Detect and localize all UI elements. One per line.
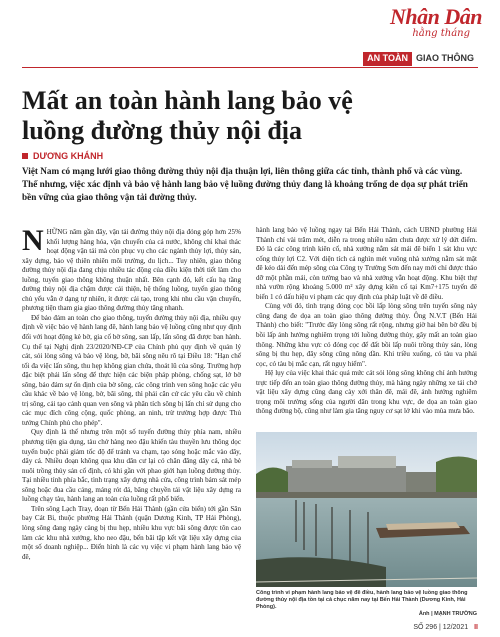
section-divider [22,67,478,68]
issue-info: SỐ 296 | 12/2021 [413,624,469,631]
body-paragraph: hành lang bảo vệ luồng ngay tại Bến Hải Thành, cách UBND phường Hải Thành chỉ vài trăm mét, diễn ra trong nhiều năm chưa được xử lý dứt điểm. Đó là các công trình kiên cố, nhà xưởng nằm sát mái đê biển 1 sát khu vực cống thủy lợi C2. Với diện tích cả nghìn mét vuông nhà xưởng nằm sát mặt đê kéo dài đến mép sông của Công ty Trường Sơn đến nay mới chỉ được tháo dỡ một phần mái, còn tường bao và nhà xưởng vẫn hoạt động. Khu biệt thự nhà vườn rộng khoảng 5.000 m² xây dựng kiên cố tại Km7+175 tuyến đê biển 1 có dấu hiệu vi phạm các quy định của pháp luật về đê điều. [256,226,477,301]
body-paragraph: Để bảo đảm an toàn cho giao thông, tuyến đường thủy nội địa, nhiều quy định về việc bảo vệ hành lang đê, hành lang bảo vệ luồng cũng như quy định đối với hoạt động kè bờ, gia cố bờ sông, san lấp, lấn sông đã được ban hành. Cụ thể tại Nghị định 23/2020/NĐ-CP của Chính phủ quy định về quản lý cát, sỏi lòng sông và bảo vệ lòng, bờ, bãi sông nêu rõ tại Điều 18: "Hạn chế tối đa việc lấn sông, thu hẹp không gian chứa, thoát lũ của sông. Trường hợp đặc biệt phải lấn sông để thực hiện các biện pháp phòng, chống sạt, lở bờ sông, bảo đảm sự ổn định của bờ sông, các công trình ven sông hoặc các yêu cầu khác về bảo vệ lòng, bờ, bãi sông, thì phải căn cứ các yêu cầu về chỉnh trị sông, cải tạo cảnh quan ven sông và phân tích sông bị lấn chỉ sử dụng cho các mục đích công cộng, quốc phòng, an ninh, trừ trường hợp được Thủ tướng Chính phủ cho phép". [22,313,241,427]
masthead-brand: Nhân Dân [390,4,482,29]
drop-cap: N [22,224,44,257]
body-paragraph: HỮNG năm gần đây, vận tải đường thủy nội địa đóng góp hơn 25% khối lượng hàng hóa, vận chuyển của cả nước, không chỉ khai thác hoạt động vận tải mà còn phục vụ cho các ngành thủy lợi, thủy sản, xây dựng, bảo vệ thiên nhiên môi trường, du lịch... Tuy nhiên, giao thông đường thủy nội địa đang chịu nhiều tác động của điều kiện thời tiết làm cho luồng, tuyến giao thông không thuận nhất. Bên cạnh đó, kết cấu hạ tầng đường thủy nội địa chậm được cải thiện, hệ thống luồng, tuyến giao thông chủ yếu vẫn ở dạng tự nhiên, ít được cải tạo, trong khi nhu cầu vận chuyển, phương tiện tham gia giao thông đường thủy tăng nhanh. [22,228,241,313]
riverside-photo-illustration [256,432,477,587]
section-secondary: GIAO THÔNG [416,53,474,63]
article-title: Mất an toàn hành lang bảo vệ luồng đường thủy nội địa [22,86,353,145]
byline-square-icon [22,153,28,159]
body-paragraph: Quy định là thế nhưng trên một số tuyến đường thủy phía nam, nhiều phương tiện gia dụng, tàu chở hàng neo đậu khiến tàu thuyền lưu thông dọc tuyến buộc phải giảm tốc độ để tránh va chạm, tạo sóng hoặc mắc vào dây, dây cá. Nhiều đoạn không qua khu dân cư lại có chăn đăng dây cá, nhà bè nuôi trồng thủy sản cố định, có khi gần với phao giới hạn luồng đường thủy. Tại nhiều tỉnh phía bắc, tình trạng xây dựng nhà cửa, công trình bám sát mép sông hoặc đua cầu cảng, máng rót đá, bãng chuyền tải vật liệu xây dựng ra luồng chạy tàu, hành lang an toàn của luồng rất phổ biến. [22,428,241,504]
page-marker: II [474,624,478,631]
photo-credit: Ảnh | MẠNH TRƯỜNG [418,611,477,617]
body-column-right [256,226,477,417]
author-byline [22,151,103,161]
photo-caption [256,590,477,618]
masthead-subtitle: hằng tháng [412,28,470,39]
masthead-logo [372,4,482,46]
photo-caption-text: Công trình vi phạm hành lang bảo vệ đê điều, hành lang bảo vệ luồng giao thông đường thủy nội địa tồn tại cả chục năm nay tại Bến Hải Thành (Dương Kinh, Hải Phòng). [256,590,468,610]
body-paragraph: Cùng với đó, tình trạng đóng cọc bồi lấp lòng sông trên tuyến sông này cũng đang đe dọa an toàn giao thông đường thủy. Ông N.V.T (Bến Hải Thành) cho biết: "Trước đây lòng sông rất rộng, nhưng giờ hai bên bờ đều bị bồi lấp ảnh hưởng nghiêm trọng tới luồng đường thủy, gây mất an toàn giao thông. Những khu vực có đóng cọc để đất bồi lấp nuôi trồng thủy sản, lòng sông bị thu hẹp, đây sông cũng nông dần. Khi triều xuống, có tàu va phải cọc, có tàu bị mắc cạn, rất nguy hiểm". [256,302,477,368]
section-tag [363,52,478,66]
article-photo [256,432,477,587]
body-paragraph: Trên sông Lạch Tray, đoạn từ Bến Hải Thành (gần cửa biển) tới gần Sân bay Cát Bi, thuộc phường Hải Thành (quận Dương Kinh, TP Hải Phòng), lòng sông đang ngày càng bị thu hẹp, nhiều khu vực bãi sông được tôn cao làm các khu nhà xưởng, kho neo đậu, bến bãi tập kết vật liệu xây dựng của một số doanh nghiệp... Điển hình là các vụ việc vi phạm hành lang bảo vệ đê, [22,504,241,561]
section-primary: AN TOÀN [363,52,412,66]
article-lead: Việt Nam có mạng lưới giao thông đường thủy nội địa thuận lợi, liên thông giữa các tỉnh, thành phố và các vùng. Thế nhưng, việc xác định và bảo vệ hành lang bảo vệ luồng đường thủy đang là khoảng trống de dọa sự phát triển bền vững của giao thông vận tải đường thủy. [22,166,468,202]
body-column-left [22,224,241,562]
page-footer [413,624,478,631]
body-paragraph: Hệ lụy của việc khai thác quá mức cát sỏi lòng sông không chỉ ảnh hưởng trực tiếp đến an toàn giao thông đường thủy, mà hàng ngày những xe tải chở vật liệu xây dựng cũng đang cày xới thân đê, mái đê, ảnh hưởng nghiêm trọng môi trường sống của người dân trong khu vực, đe dọa an toàn giao thông đường bộ, cũng như làm gia tăng nguy cơ sạt lở khi vào mùa mưa bão. [256,369,477,416]
author-name: DƯƠNG KHÁNH [33,151,104,161]
